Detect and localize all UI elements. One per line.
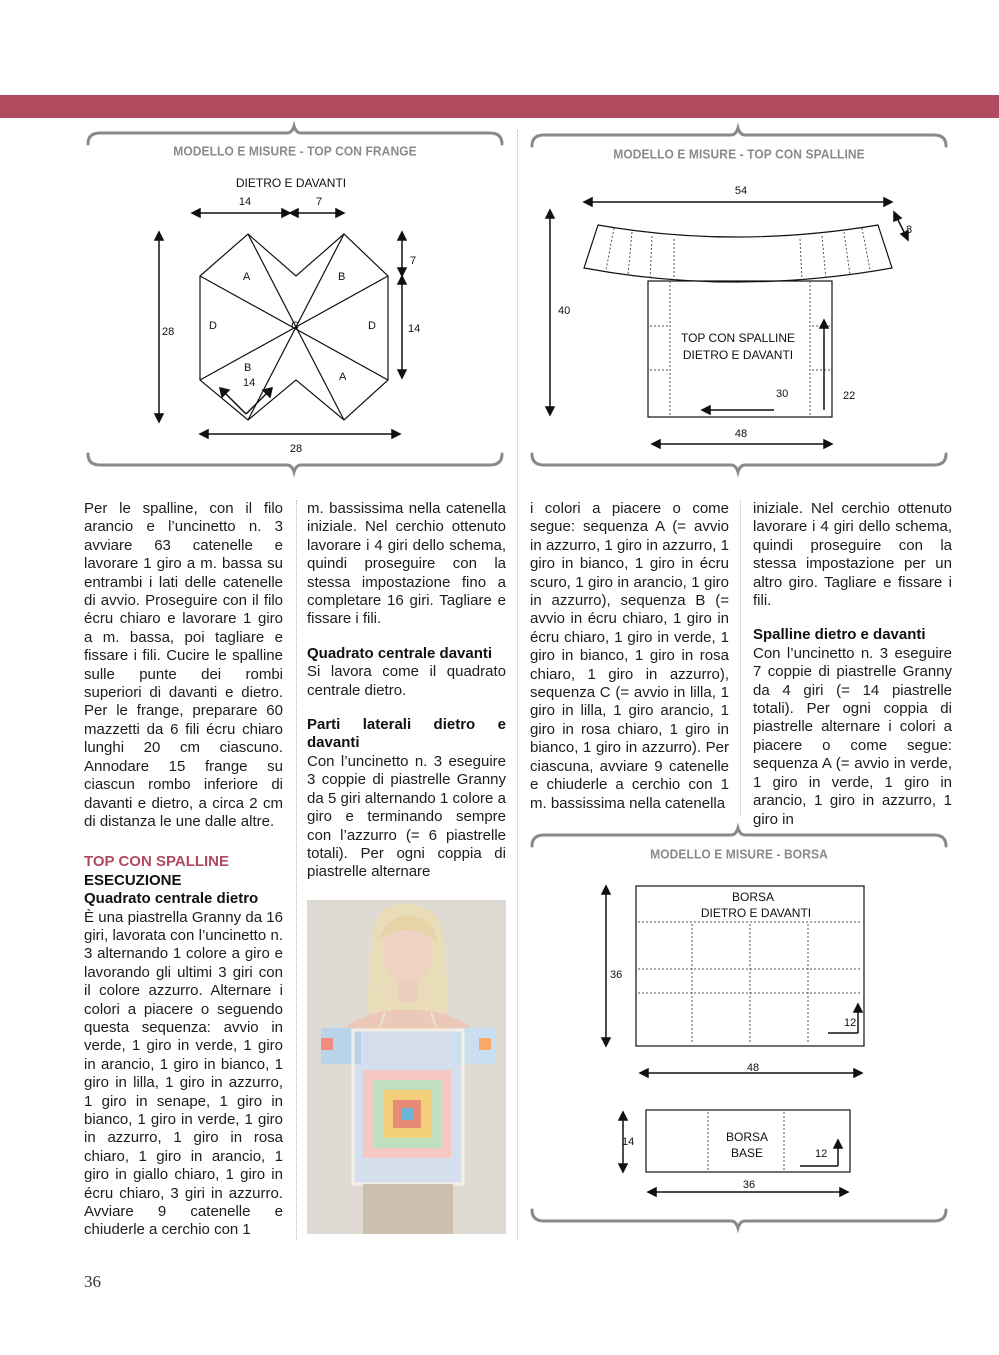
dim-strap: 8 (906, 224, 913, 236)
diagram-piece-label: DIETRO E DAVANTI (682, 348, 794, 362)
diagram-piece-label: BASE (730, 1146, 764, 1160)
page-number: 36 (84, 1272, 101, 1291)
subheading: Spalline dietro e davanti (753, 626, 926, 644)
text-column-2 (307, 500, 506, 882)
piece-label-c: C (291, 320, 299, 332)
dim-top-left: 14 (238, 196, 252, 208)
dim-height: 36 (610, 969, 623, 981)
dim-base-inner: 12 (815, 1148, 828, 1160)
dim-base-width: 36 (742, 1179, 756, 1191)
text-column-1 (84, 500, 283, 1240)
diagram-title: MODELLO E MISURE - TOP CON FRANGE (173, 143, 417, 159)
paragraph: Si lavora come il quadrato centrale dietro. (307, 663, 506, 699)
diagram-piece-label: BORSA (731, 890, 775, 904)
paragraph: Per le spalline, con il filo arancio e l’uncinetto n. 3 avviare 63 catenelle e lavorare 1 giro a m. bassa su entrambi i lati delle catenelle di avvio. Proseguire con il filo écru chiaro e lavorare 1 giro a m. bassa, poi tagliare e fissare i fili. Cucire le spalline sulle punte dei rombi superiori di davanti e dietro. Per le frange, preparare 60 mazzetti da 6 fili écru chiaro lunghi 20 cm ciascuno. Annodare 15 frange su ciascun rombo inferiore di davanti e dietro, a circa 2 cm di distanza le une dalle altre. (84, 500, 283, 830)
dim-top-right: 7 (315, 196, 323, 208)
diagram-piece-label: DIETRO E DAVANTI (700, 906, 812, 920)
diagram-top-con-frange (84, 124, 506, 474)
paragraph: È una piastrella Granny da 16 giri, lavorata con l’uncinetto n. 3 alternando 1 colore a giro e lavorando gli ultimi 3 giri con il colore azzurro. Alternare i colori a piacere o seguendo questa sequenza: avvio in verde, 1 giro in verde, 1 giro in arancio, 1 giro in bianco, 1 giro in lilla, 1 giro in azzurro, 1 giro in senape, 1 giro in bianco, 1 giro in verde, 1 giro in azzurro, 1 giro in rosa chiaro, 1 giro in arancio, 1 giro in giallo chiaro, 1 giro in écru chiaro, 3 giri in azzurro. Avviare 9 catenelle e chiuderle a cerchio con 1 (84, 908, 283, 1239)
column-divider (740, 500, 742, 815)
piece-label-d: D (209, 320, 217, 332)
diagram-top-con-spalline (528, 124, 950, 474)
model-photo (307, 900, 506, 1234)
dim-bottom: 48 (734, 428, 748, 440)
dim-base-height: 14 (622, 1136, 635, 1148)
paragraph: Con l’uncinetto n. 3 eseguire 3 coppie di piastrelle Granny da 5 giri alternando 1 colore a giro e terminando sempre con l’azzurro (= 6 piastrelle totali). Per ogni coppia di piastrelle alternare (307, 752, 506, 881)
diagram-piece-label: TOP CON SPALLINE (680, 331, 796, 345)
dim-side: 22 (843, 390, 856, 402)
column-divider (296, 500, 298, 1240)
dim-bottom: 28 (289, 443, 303, 455)
section-subtitle: ESECUZIONE (84, 871, 182, 889)
piece-label-b: B (338, 271, 346, 283)
diagram-borsa-drawing (528, 826, 950, 1230)
dim-inner: 14 (243, 377, 256, 389)
subheading: Parti laterali dietro e davanti (307, 716, 506, 752)
column-divider (517, 130, 519, 1240)
dim-height: 40 (558, 305, 571, 317)
dim-left: 28 (162, 326, 175, 338)
dim-top: 54 (734, 185, 748, 197)
dim-right-top: 7 (410, 255, 417, 267)
section-title: TOP CON SPALLINE (84, 853, 230, 871)
paragraph: i colori a piacere o come segue: sequenza A (= avvio in azzurro, 1 giro in azzurro, 1 giro in bianco, 1 giro in écru scuro, 1 giro in arancio, 1 giro in azzurro), sequenza B (= avvio in écru chiaro, 1 giro in écru chiaro, 1 giro in verde, 1 giro in bianco, 1 giro in rosa chiaro, 1 giro in azzurro), sequenza C (= avvio in lilla, 1 giro in lilla, 1 giro arancio, 1 giro in rosa chiaro, 1 giro in bianco, 1 giro in azzurro). Per ciascuna, avviare 9 catenelle e chiuderle a cerchio con 1 m. bassissima nella catenella (530, 500, 729, 812)
piece-label-b: B (244, 362, 252, 374)
model-photo-illustration (307, 900, 506, 1234)
dim-inner: 12 (844, 1017, 857, 1029)
dim-width: 48 (746, 1062, 760, 1074)
diagram-title: MODELLO E MISURE - TOP CON SPALLINE (613, 146, 865, 162)
header-band (0, 95, 999, 118)
paragraph: Con l’uncinetto n. 3 eseguire 7 coppie di piastrelle Granny da 4 giri (= 14 piastrelle totali). Per ogni coppia di piastrelle alternare i colori a piacere o come segue: sequenza A (= avvio in verde, 1 giro in verde, 1 giro in arancio, 1 giro in azzurro, 1 giro in (753, 644, 952, 828)
piece-label-d: D (368, 320, 376, 332)
subheading: Quadrato centrale davanti (307, 644, 493, 662)
dim-inner: 30 (776, 388, 789, 400)
diagram-top-con-spalline-drawing (528, 124, 950, 474)
paragraph: iniziale. Nel cerchio ottenuto lavorare i 4 giri dello schema, quindi proseguire con la stessa impostazione per un altro giro. Tagliare e fissare i fili. (753, 500, 952, 610)
text-column-4 (753, 500, 952, 829)
piece-label-a: A (339, 371, 347, 383)
diagram-piece-label: BORSA (725, 1130, 769, 1144)
piece-label-a: A (243, 271, 251, 283)
diagram-title: MODELLO E MISURE - BORSA (650, 846, 828, 862)
diagram-subtitle: DIETRO E DAVANTI (235, 176, 347, 190)
paragraph: m. bassissima nella catenella iniziale. Nel cerchio ottenuto lavorare i 4 giri dello schema, quindi proseguire con la stessa impostazione fino a completare 16 giri. Tagliare e fissare i fili. (307, 500, 506, 628)
text-column-3 (530, 500, 729, 813)
dim-right-mid: 14 (408, 323, 421, 335)
subheading: Quadrato centrale dietro (84, 890, 259, 908)
diagram-borsa (528, 826, 950, 1230)
